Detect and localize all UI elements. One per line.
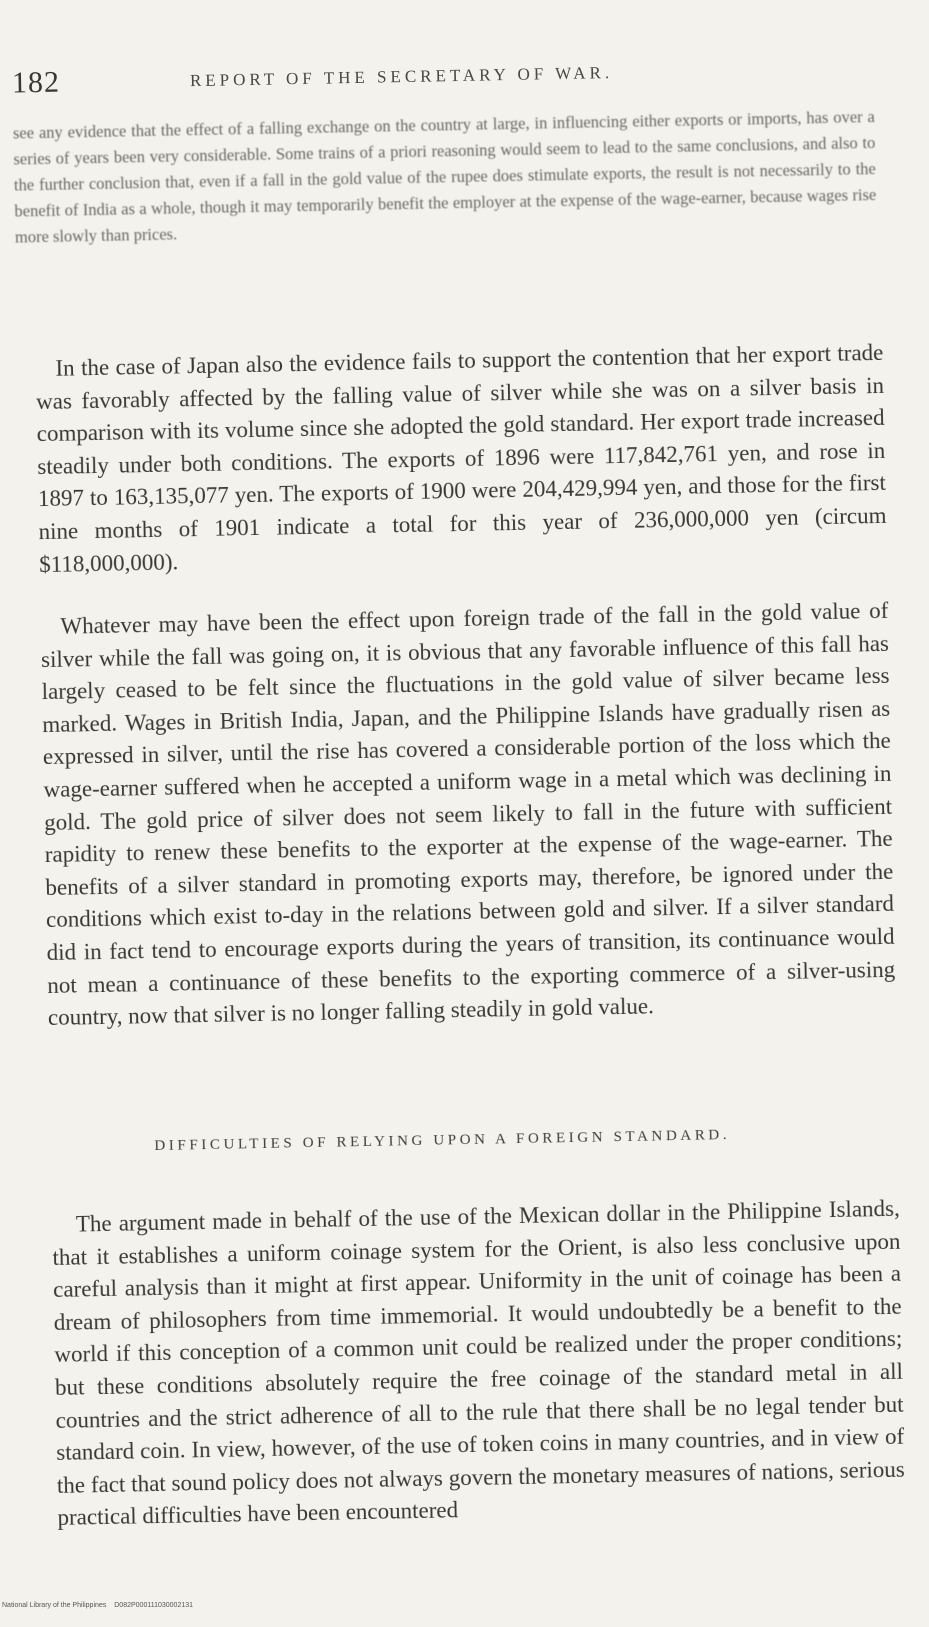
paragraph-silver-value: Whatever may have been the effect upon foreign trade of the fall in the gold value of silver while the fall was going on, it is obvious that any favorable influence of this fall has largely ceased to be felt since the fluctuations in the gold value of silver became less marked. Wages in British India, Japan, and the Philippine Islands have gradually risen as expressed in silver, until the rise has covered a considerable portion of the loss which the wage-earner suffered when he accepted a uniform wage in a metal which was declining in gold. The gold price of silver does not seem likely to fall in the future with sufficient rapidity to renew these benefits to the exporter at the expense of the wage-earner. The benefits of a silver standard in promoting exports may, therefore, be ignored under the conditions which exist to-day in the relations between gold and silver. If a silver standard did in fact tend to encourage exports during the years of transition, its continuance would not mean a continuance of these benefits to the exporting commerce of a silver-using country, now that silver is no longer falling steadily in gold value. xyxy=(40,597,896,1031)
quoted-text-block: see any evidence that the effect of a falling exchange on the country at large, in influencing either exports or imports, has over a series of years been very considerable. Some trains of a priori reasoning would seem to lead to the same conclusions, and also to the further conclusion that, even if a fall in the gold value of the rupee does stimulate exports, the result is not necessarily to the benefit of India as a whole, though it may temporarily benefit the employer at the expense of the wage-earner, because wages rise more slowly than prices. xyxy=(12,106,877,247)
page-header xyxy=(12,50,873,107)
scan-footer xyxy=(0,1602,929,1618)
footer-id: D082P000111030002131 xyxy=(114,1602,194,1609)
page-number: 182 xyxy=(11,65,61,100)
section-heading: DIFFICULTIES OF RELYING UPON A FOREIGN STANDARD. xyxy=(154,1126,731,1155)
paragraph-japan-exports: In the case of Japan also the evidence fails to support the contention that her export trade was favorably affected by the falling value of silver while she was on a silver basis in comparison with its volume since she adopted the gold standard. Her export trade increased steadily under both conditions. The exports of 1896 were 117,842,761 yen, and rose in 1897 to 163,135,077 yen. The exports of 1900 were 204,429,994 yen, and those for the first nine months of 1901 indicate a total for this year of 236,000,000 yen (circum $118,000,000). xyxy=(35,339,887,577)
running-head: REPORT OF THE SECRETARY OF WAR. xyxy=(189,63,614,91)
paragraph-mexican-dollar: The argument made in behalf of the use of the Mexican dollar in the Philippine Islands, that it establishes a uniform coinage system for the Orient, is also less conclusive upon careful analysis than it might at first appear. Uniformity in the unit of coinage has been a dream of philosophers from time immemorial. It would undoubtedly be a benefit to the world if this conception of a common unit could be realized under the proper conditions; but these conditions absolutely require the free coinage of the standard metal in all countries and the strict adherence of all to the rule that there shall be no legal tender but standard coin. In view, however, of the use of token coins in many countries, and in view of the fact that sound policy does not always govern the monetary measures of nations, serious practical difficulties have been encountered xyxy=(52,1195,905,1531)
footer-source: National Library of the Philippines xyxy=(2,1602,107,1609)
